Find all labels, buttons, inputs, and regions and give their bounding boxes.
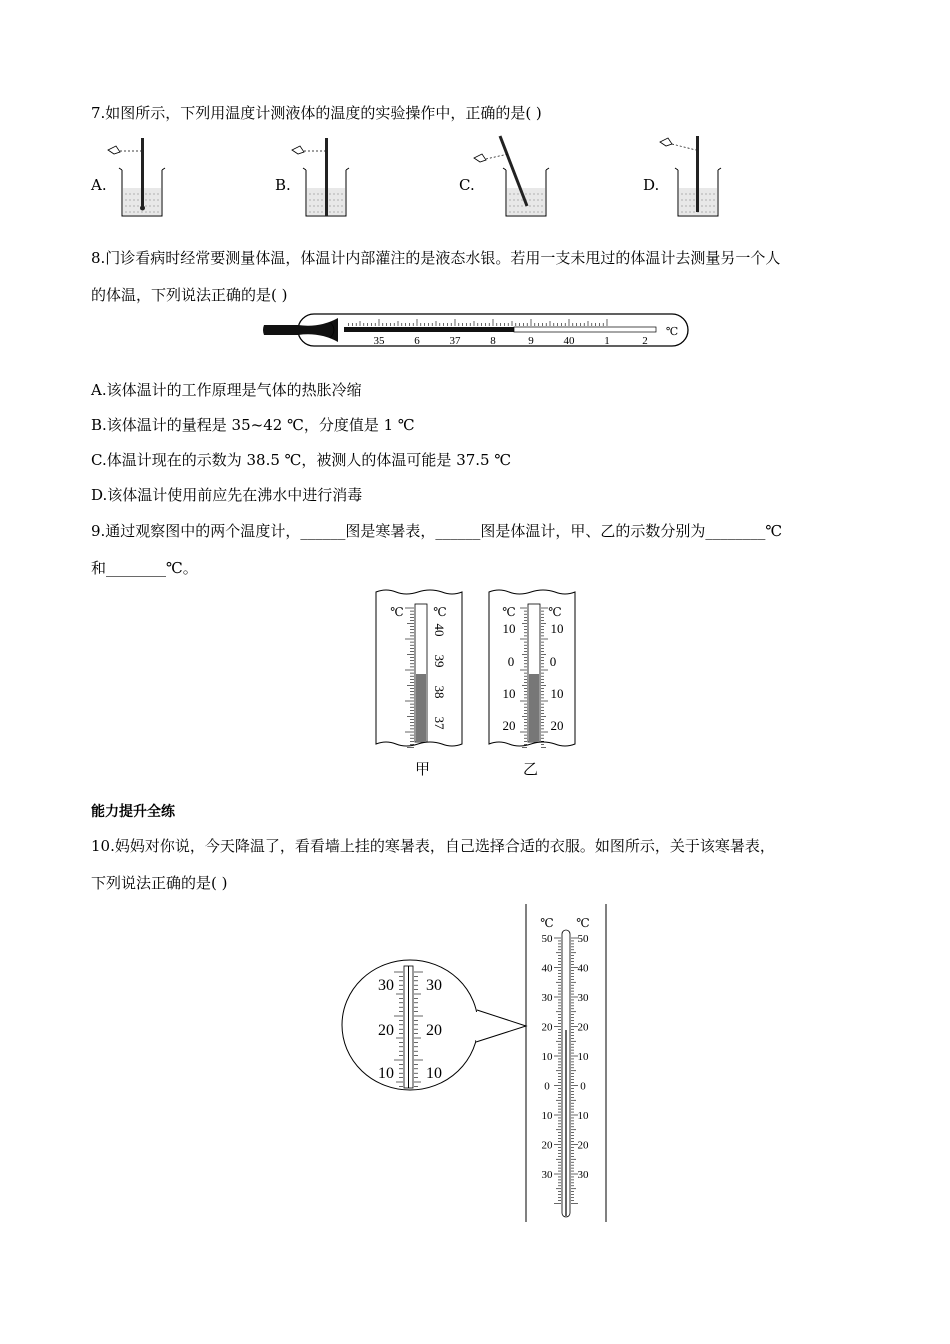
q7-figure-b [288,132,358,220]
thermometer-jia-figure [374,588,466,754]
zoom-label-left: 30 [378,977,394,994]
jia-scale-label: 39 [432,654,447,668]
zoom-label-left: 20 [378,1022,394,1039]
yi-unit-right: ℃ [548,605,562,619]
ct-scale-label: 6 [414,335,420,347]
q7-option-b[interactable]: B. [275,176,291,194]
jia-unit-left: ℃ [390,605,404,619]
wall-label-right: 50 [577,933,589,945]
ct-unit: ℃ [665,326,679,338]
zoom-label-left: 10 [378,1065,394,1082]
q8-stem-line2: 的体温，下列说法正确的是( ) [91,286,288,304]
wall-label-right: 40 [577,962,589,975]
yi-label-right: 20 [550,718,564,733]
yi-label-right: 0 [549,654,557,669]
q8-option-a[interactable]: A.该体温计的工作原理是气体的热胀冷缩 [91,381,362,399]
q7-stem: 7.如图所示，下列用温度计测液体的温度的实验操作中，正确的是( ) [91,104,542,122]
wall-unit-right: ℃ [576,916,590,930]
q7-figure-d [656,132,726,220]
wall-label-right: 30 [577,992,589,1004]
q7-option-a[interactable]: A. [91,176,107,194]
yi-label-right: 10 [550,621,564,636]
ct-scale-label: 8 [490,335,496,347]
wall-label-left: 50 [541,933,553,945]
zoom-label-right: 30 [426,977,442,994]
ct-scale-label: 1 [604,335,610,347]
wall-label-right: 30 [577,1169,589,1181]
q8-option-d[interactable]: D.该体温计使用前应先在沸水中进行消毒 [91,486,363,504]
wall-label-left: 40 [541,962,553,975]
yi-label-left: 10 [502,686,516,701]
wall-thermometer-figure [340,900,620,1225]
q7-option-d[interactable]: D. [643,176,660,194]
clinical-thermometer-figure [258,310,694,352]
jia-unit-right: ℃ [433,605,447,619]
ct-scale-label: 2 [642,335,648,347]
yi-unit-left: ℃ [502,605,516,619]
thermometer-yi-caption: 乙 [523,760,539,778]
ct-scale-label: 35 [373,335,385,347]
wall-label-right: 0 [580,1080,586,1093]
yi-label-left: 0 [507,654,515,669]
wall-unit-left: ℃ [540,916,554,930]
wall-label-left: 20 [541,1139,553,1152]
jia-scale-label: 38 [432,685,447,699]
q8-stem-line1: 8.门诊看病时经常要测量体温，体温计内部灌注的是液态水银。若用一支未甩过的体温计去测量另一个人 [91,249,781,267]
thermometer-yi-figure [487,588,579,754]
q8-option-b[interactable]: B.该体温计的量程是 35~42 ℃，分度值是 1 ℃ [91,416,415,434]
thermometer-jia-caption: 甲 [415,760,431,778]
q8-option-c[interactable]: C.体温计现在的示数为 38.5 ℃，被测人的体温可能是 37.5 ℃ [91,451,512,469]
yi-label-right: 10 [550,686,564,701]
wall-label-left: 30 [541,992,553,1004]
wall-label-right: 20 [577,1021,589,1034]
jia-scale-label: 40 [432,623,447,637]
wall-label-right: 10 [577,1110,589,1122]
wall-label-left: 0 [544,1080,550,1093]
q10-stem-line1: 10.妈妈对你说，今天降温了，看看墙上挂的寒暑表，自己选择合适的衣服。如图所示，关于该寒暑表， [91,837,775,855]
section-title: 能力提升全练 [91,804,175,820]
q10-stem-line2: 下列说法正确的是( ) [91,874,228,892]
wall-label-right: 20 [577,1139,589,1152]
q7-figure-a [104,132,174,220]
jia-scale-label: 37 [432,716,447,730]
ct-scale-label: 40 [563,335,575,347]
q9-stem-line1: 9.通过观察图中的两个温度计，______图是寒暑表，______图是体温计，甲、乙的示数分别为________℃ [91,522,783,540]
wall-label-left: 20 [541,1021,553,1034]
yi-label-left: 20 [502,718,516,733]
q7-option-c[interactable]: C. [459,176,475,194]
zoom-label-right: 20 [426,1022,442,1039]
ct-scale-label: 37 [449,335,461,347]
q9-stem-line2: 和________℃。 [91,559,198,577]
ct-scale-label: 9 [528,335,534,347]
q7-figure-c [472,132,552,220]
wall-label-right: 10 [577,1051,589,1063]
wall-label-left: 30 [541,1169,553,1181]
zoom-label-right: 10 [426,1065,442,1082]
wall-label-left: 10 [541,1110,553,1122]
wall-label-left: 10 [541,1051,553,1063]
yi-label-left: 10 [502,621,516,636]
